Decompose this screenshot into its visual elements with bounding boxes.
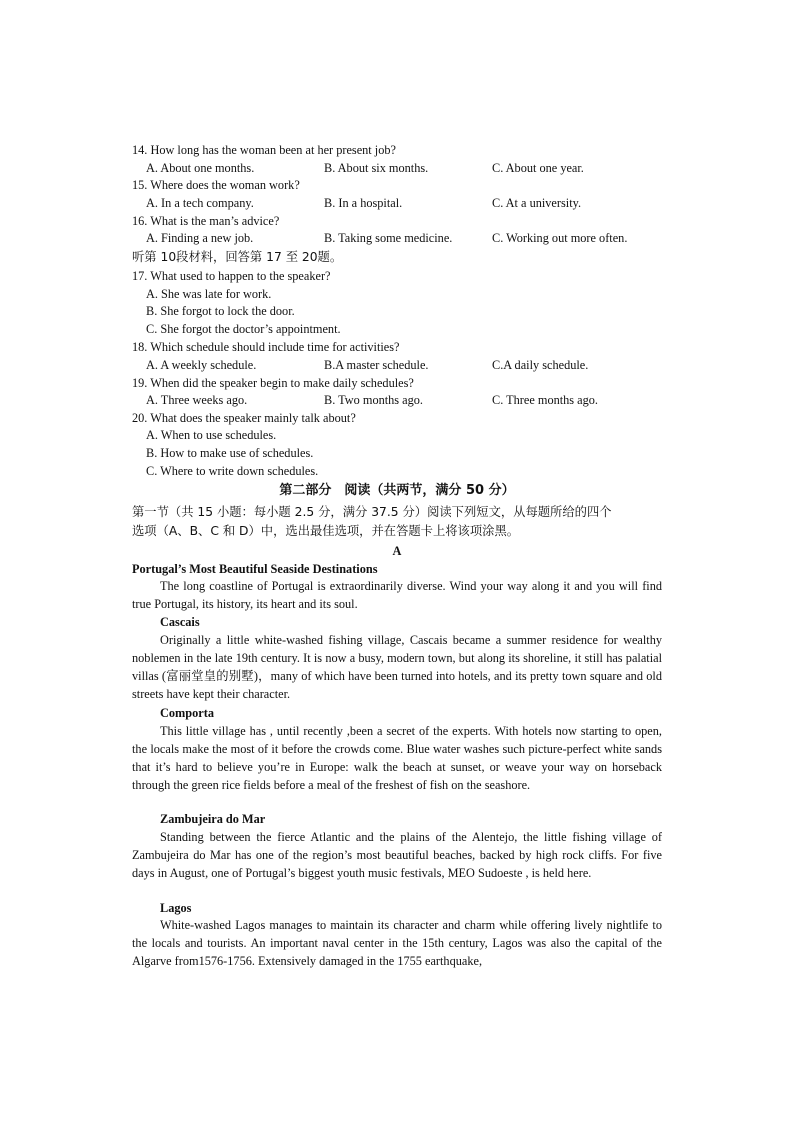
question-19-option-a: A. Three weeks ago.: [146, 393, 248, 407]
section1-instruction-line1: 第一节（共 15 小题：每小题 2.5 分，满分 37.5 分）阅读下列短文，从每题所给的四个: [132, 505, 612, 519]
part2-heading: 第二部分 阅读（共两节，满分 50 分）: [279, 483, 515, 498]
question-14-stem: 14. How long has the woman been at her present job?: [132, 143, 396, 157]
question-17-stem: 17. What used to happen to the speaker?: [132, 269, 331, 283]
listening-instruction: 听第 10段材料，回答第 17 至 20题。: [132, 250, 343, 264]
question-18-option-c: C.A daily schedule.: [492, 358, 589, 372]
question-20-option-a: A. When to use schedules.: [146, 428, 277, 442]
comporta-paragraph: This little village has , until recently ,been a secret of the experts. With hotels now starting to open, the locals make the most of it before the crowds come. Blue water washes such picture-perfect white sands that it’s hard to believe you’re in Europe: walk the beach at sunset, or weave your way on horseback through the green rice fields before a meal of the freshest of fish on the seashore.: [132, 724, 662, 792]
intro-paragraph: The long coastline of Portugal is extraordinarily diverse. Wind your way along it and you will find true Portugal, its history, its heart and its soul.: [132, 579, 662, 611]
question-19-stem: 19. When did the speaker begin to make daily schedules?: [132, 376, 414, 390]
question-18-stem: 18. Which schedule should include time for activities?: [132, 340, 400, 354]
question-15-option-a: A. In a tech company.: [146, 196, 254, 210]
question-16-option-a: A. Finding a new job.: [146, 231, 254, 245]
question-18-option-a: A. A weekly schedule.: [146, 358, 257, 372]
question-16-stem: 16. What is the man’s advice?: [132, 214, 280, 228]
cascais-paragraph: Originally a little white-washed fishing village, Cascais became a summer residence for wealthy noblemen in the late 19th century. It is now a busy, modern town, but along its shoreline, it still has palatial villas (富丽堂皇的别墅)，many of which have been turned into hotels, and its pretty town square and old streets have kept their character.: [132, 633, 662, 701]
cascais-heading: Cascais: [160, 615, 200, 629]
question-14-option-b: B. About six months.: [324, 161, 429, 175]
question-16-option-b: B. Taking some medicine.: [324, 231, 453, 245]
question-20-option-b: B. How to make use of schedules.: [146, 446, 314, 460]
question-15-option-c: C. At a university.: [492, 196, 582, 210]
question-19-option-c: C. Three months ago.: [492, 393, 598, 407]
comporta-heading: Comporta: [160, 706, 214, 720]
lagos-heading: Lagos: [160, 901, 192, 915]
question-15-stem: 15. Where does the woman work?: [132, 178, 300, 192]
question-17-option-b: B. She forgot to lock the door.: [146, 304, 295, 318]
question-14-option-c: C. About one year.: [492, 161, 584, 175]
zambujeira-heading: Zambujeira do Mar: [160, 812, 266, 826]
question-17-option-c: C. She forgot the doctor’s appointment.: [146, 322, 341, 336]
zambujeira-paragraph: Standing between the fierce Atlantic and the plains of the Alentejo, the little fishing village of Zambujeira do Mar has one of the region’s most beautiful beaches, backed by high rock cliffs. For five days in August, one of Portugal’s biggest youth music festivals, MEO Sudoeste , is held here.: [132, 830, 662, 880]
passage-title: Portugal’s Most Beautiful Seaside Destinations: [132, 562, 378, 576]
question-19-option-b: B. Two months ago.: [324, 393, 423, 407]
section1-instruction-line2: 选项（A、B、C 和 D）中，选出最佳选项，并在答题卡上将该项涂黑。: [132, 524, 520, 538]
question-17-option-a: A. She was late for work.: [146, 287, 272, 301]
question-16-option-c: C. Working out more often.: [492, 231, 628, 245]
lagos-paragraph: White-washed Lagos manages to maintain its character and charm while offering lively nightlife to the locals and tourists. An important naval center in the 15th century, Lagos was also the capital of the Algarve from1576-1756. Extensively damaged in the 1755 earthquake,: [132, 918, 662, 968]
question-14-option-a: A. About one months.: [146, 161, 255, 175]
question-15-option-b: B. In a hospital.: [324, 196, 403, 210]
passage-label: A: [392, 544, 402, 558]
question-18-option-b: B.A master schedule.: [324, 358, 429, 372]
question-20-stem: 20. What does the speaker mainly talk about?: [132, 411, 356, 425]
question-20-option-c: C. Where to write down schedules.: [146, 464, 319, 478]
